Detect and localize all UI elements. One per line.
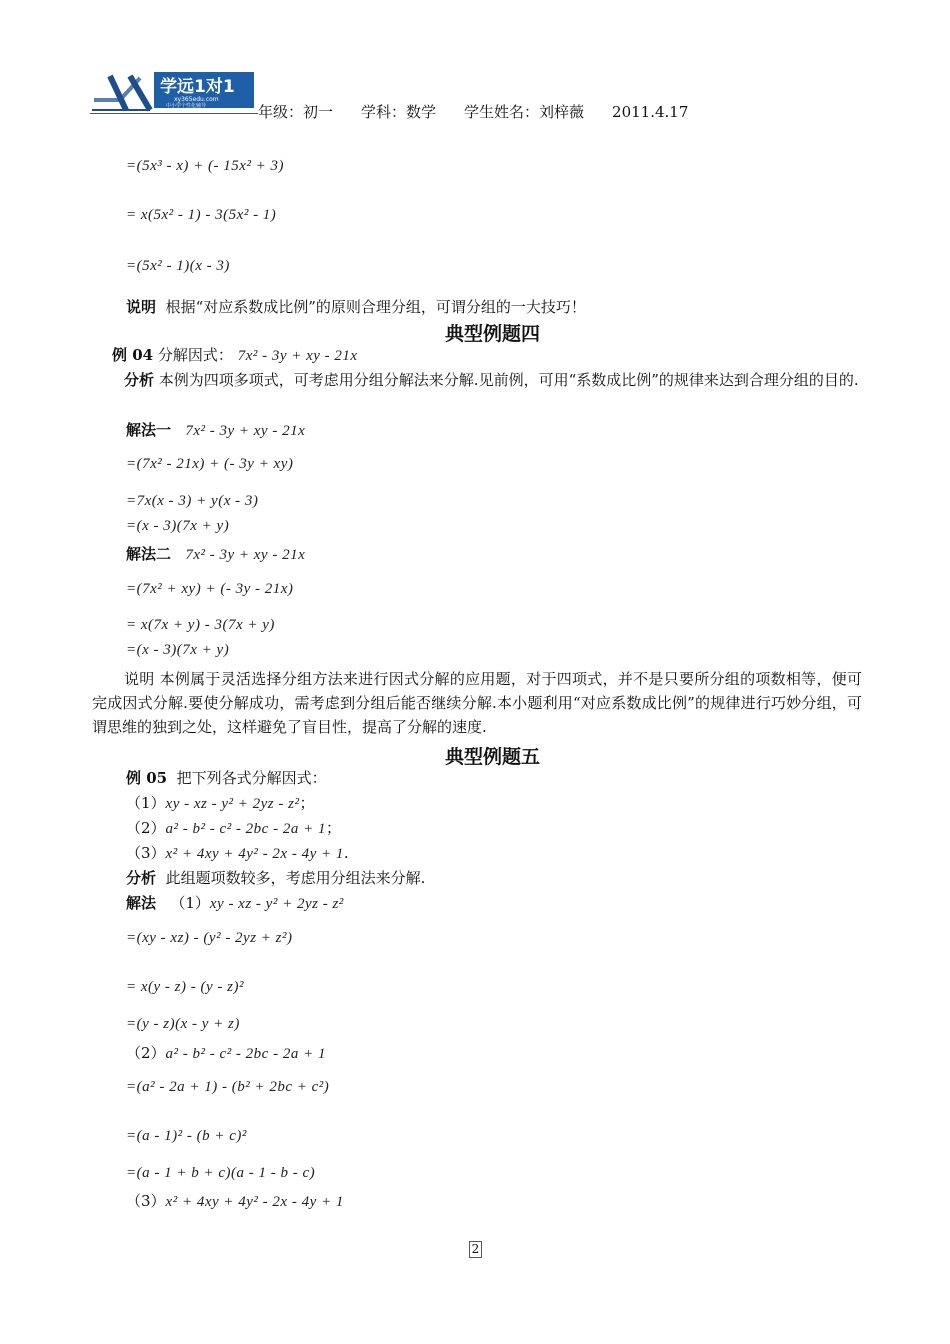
- analysis-05-label: 分析: [126, 869, 157, 887]
- page-number: 2: [469, 1241, 482, 1258]
- problem-2-num: （2）: [126, 819, 166, 837]
- solution-1: [126, 892, 344, 913]
- example-05-text: 把下列各式分解因式：: [176, 769, 327, 787]
- problem-2-end: ；: [325, 819, 341, 837]
- example-05-label: 例 05: [126, 769, 168, 787]
- note-04: 说明 本例属于灵活选择分组方法来进行因式分解的应用题，对于四项式，并不是只要所分组的项数相等，便可完成因式分解.要使分解成功，需考虑到分组后能否继续分解.本小题利用“对应系数成比例”的规律进行巧妙分组，可谓思维的独到之处，这样避免了盲目性，提高了分解的速度.: [92, 670, 862, 736]
- date: 2011.4.17: [612, 103, 689, 121]
- solution-3-expr: x² + 4xy + 4y² - 2x - 4y + 1: [165, 1194, 344, 1210]
- example-04-expr: 7x² - 3y + xy - 21x: [237, 348, 358, 364]
- top-step-3: =(5x² - 1)(x - 3): [126, 258, 230, 274]
- method-2-label: 解法二: [126, 545, 172, 563]
- header-rule: [90, 113, 258, 114]
- section-4-title: 典型例题四: [444, 323, 540, 345]
- section-5-title: 典型例题五: [444, 746, 540, 768]
- method-1: [126, 419, 305, 440]
- solution-3-num: （3）: [126, 1192, 166, 1210]
- method-1-expr: 7x² - 3y + xy - 21x: [185, 423, 306, 439]
- method-1-step-1: =(7x² - 21x) + (- 3y + xy): [126, 456, 294, 472]
- method-2-expr: 7x² - 3y + xy - 21x: [185, 547, 306, 563]
- problem-3-expr: x² + 4xy + 4y² - 2x - 4y + 1: [165, 846, 344, 862]
- method-1-step-2: =7x(x - 3) + y(x - 3): [126, 493, 259, 509]
- note-1: [126, 296, 586, 317]
- method-2-step-2: = x(7x + y) - 3(7x + y): [126, 617, 275, 633]
- top-step-1: =(5x³ - x) + (- 15x² + 3): [126, 158, 285, 174]
- logo-text: 学远1对1: [160, 77, 235, 97]
- solution-2-step-3: =(a - 1 + b + c)(a - 1 - b - c): [126, 1165, 316, 1181]
- subject: 学科：数学: [361, 103, 437, 121]
- solution-1-num: （1）: [170, 894, 210, 912]
- problem-3-end: .: [343, 844, 349, 862]
- example-04-label: 例 04: [112, 346, 154, 364]
- problem-1: [126, 792, 314, 813]
- problem-3-num: （3）: [126, 844, 166, 862]
- method-2-step-1: =(7x² + xy) + (- 3y - 21x): [126, 581, 294, 597]
- analysis-05: [126, 867, 425, 888]
- method-2-step-3: =(x - 3)(7x + y): [126, 642, 230, 658]
- solution-1-step-2: = x(y - z) - (y - z)²: [126, 979, 244, 995]
- solution-3: [126, 1190, 344, 1211]
- problem-2: [126, 817, 341, 838]
- method-1-label: 解法一: [126, 421, 172, 439]
- example-04: [112, 344, 358, 365]
- top-step-2: = x(5x² - 1) - 3(5x² - 1): [126, 207, 277, 223]
- problem-1-expr: xy - xz - y² + 2yz - z²: [165, 796, 300, 812]
- analysis-05-text: 此组题项数较多，考虑用分组法来分解.: [165, 869, 426, 887]
- note-1-text: 根据“对应系数成比例”的原则合理分组，可谓分组的一大技巧！: [165, 298, 586, 316]
- solution-2-num: （2）: [126, 1044, 166, 1062]
- problem-3: [126, 842, 349, 863]
- problem-2-expr: a² - b² - c² - 2bc - 2a + 1: [165, 821, 326, 837]
- example-05: [126, 767, 327, 788]
- method-1-step-3: =(x - 3)(7x + y): [126, 518, 230, 534]
- example-04-text: 分解因式：: [157, 346, 233, 364]
- solution-2-step-2: =(a - 1)² - (b + c)²: [126, 1128, 247, 1144]
- solution-2: [126, 1042, 326, 1063]
- problem-1-num: （1）: [126, 794, 166, 812]
- logo: [90, 70, 258, 114]
- solution-label: 解法: [126, 894, 157, 912]
- logo-url: xy365edu.com: [174, 96, 219, 103]
- solution-1-step-1: =(xy - xz) - (y² - 2yz + z²): [126, 930, 293, 946]
- method-2: [126, 543, 305, 564]
- solution-1-step-3: =(y - z)(x - y + z): [126, 1016, 240, 1032]
- analysis-04: [92, 368, 862, 392]
- header-info: [258, 101, 716, 122]
- analysis-04-text: 本例为四项多项式，可考虑用分组分解法来分解.见前例，可用“系数成比例”的规律来达到合理分组的目的.: [158, 371, 859, 389]
- note-1-label: 说明: [126, 298, 157, 316]
- analysis-04-label: 分析: [124, 371, 155, 389]
- solution-2-expr: a² - b² - c² - 2bc - 2a + 1: [165, 1046, 326, 1062]
- grade: 年级：初一: [258, 103, 334, 121]
- problem-1-end: ；: [299, 794, 315, 812]
- solution-2-step-1: =(a² - 2a + 1) - (b² + 2bc + c²): [126, 1079, 330, 1095]
- solution-1-expr: xy - xz - y² + 2yz - z²: [209, 896, 344, 912]
- logo-slogan: 中小学个性化辅导: [166, 103, 207, 109]
- student-name: 学生姓名：刘梓薇: [464, 103, 585, 121]
